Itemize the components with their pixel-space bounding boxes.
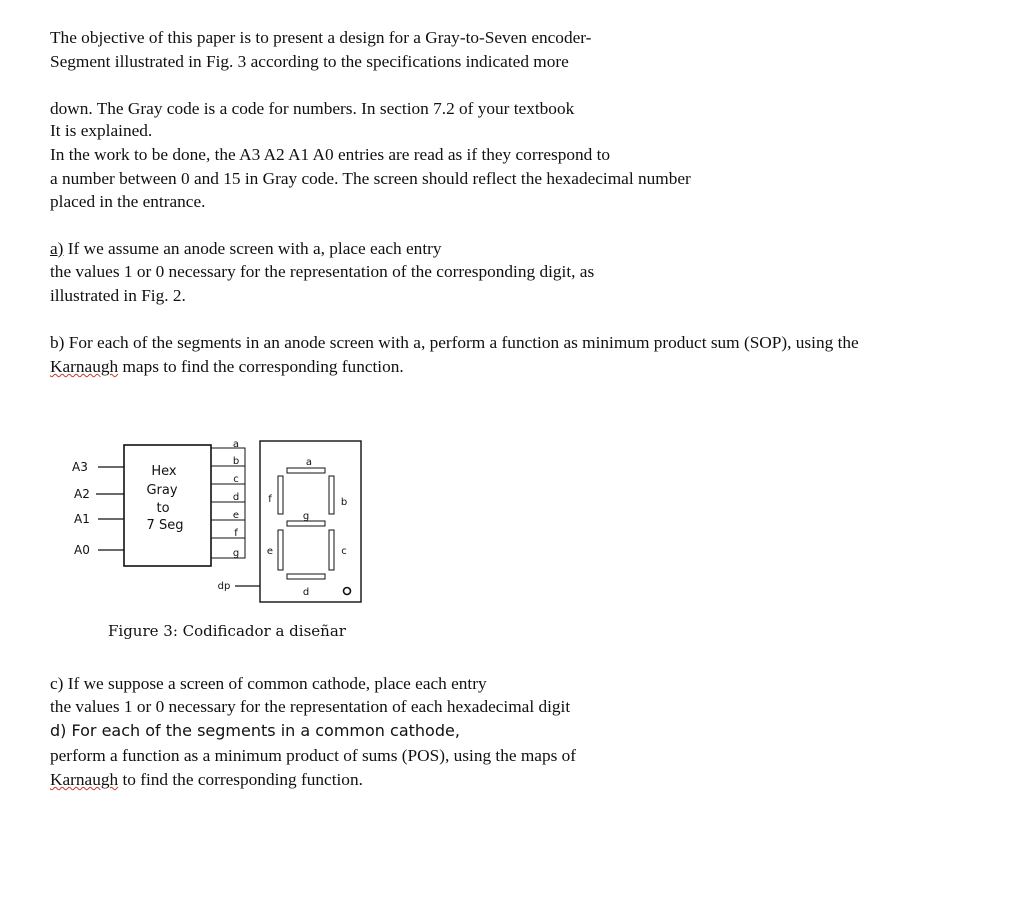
karnaugh-word: Karnaugh [50,357,119,376]
block-text-hex: Hex [151,464,177,479]
input-label-a2: A2 [74,487,90,501]
block-text-to: to [156,501,170,516]
intro-line-1: The objective of this paper is to present a design for a Gray-to-Seven encoder- [50,28,592,47]
output-label-b: b [232,456,240,467]
figure-caption: Figure 3: Codificador a diseñar [108,622,346,640]
part-d-line-3 [50,768,363,792]
segment-b [329,476,334,514]
output-label-dp: dp [217,581,231,592]
display-label-e: e [266,546,274,557]
segment-a [287,468,325,473]
input-label-a3: A3 [72,460,88,474]
display-label-b: b [340,497,348,508]
intro-line-7: placed in the entrance. [50,192,206,211]
part-a-line-3: illustrated in Fig. 2. [50,286,186,305]
segment-c [329,530,334,570]
figure-3-diagram [60,430,370,610]
part-a-text: If we assume an anode screen with a, place each entry [63,239,442,258]
output-label-g: g [232,548,240,559]
output-label-a: a [232,439,240,450]
display-label-a: a [305,457,313,468]
part-d-line-2: perform a function as a minimum product of sums (POS), using the maps of [50,746,577,765]
part-c-line-1: c) If we suppose a screen of common cathode, place each entry [50,674,487,693]
display-label-g: g [302,511,310,522]
block-text-gray: Gray [146,483,178,498]
segment-d [287,574,325,579]
part-a-line-2: the values 1 or 0 necessary for the representation of the corresponding digit, as [50,262,595,281]
decimal-point [344,588,351,595]
part-a-line-1 [50,237,442,261]
segment-f [278,476,283,514]
display-label-d: d [302,587,310,598]
part-b-line-1: b) For each of the segments in an anode screen with a, perform a function as minimum product sum (SOP), using the [50,333,859,352]
part-c-line-2: the values 1 or 0 necessary for the representation of each hexadecimal digit [50,697,571,716]
display-label-f: f [268,494,272,505]
part-b-line-2 [50,355,404,379]
display-label-c: c [341,546,347,557]
intro-line-3: down. The Gray code is a code for numbers. In section 7.2 of your textbook [50,99,575,118]
output-label-e: e [232,510,240,521]
output-bus [211,448,245,558]
karnaugh-word-2: Karnaugh [50,770,119,789]
input-label-a1: A1 [74,512,90,526]
output-label-d: d [232,492,240,503]
output-label-f: f [234,528,238,539]
part-d-line-3-rest: to find the corresponding function. [118,770,363,789]
segment-e [278,530,283,570]
intro-line-2: Segment illustrated in Fig. 3 according to the specifications indicated more [50,52,569,71]
part-b-line-2-rest: maps to find the corresponding function. [118,357,404,376]
part-d-line-1: d) For each of the segments in a common cathode, [50,721,460,740]
block-text-7seg: 7 Seg [146,518,184,533]
part-a-label: a) [50,239,64,258]
intro-line-4: It is explained. [50,121,153,140]
output-label-c: c [233,474,239,485]
input-label-a0: A0 [74,543,90,557]
intro-line-6: a number between 0 and 15 in Gray code. The screen should reflect the hexadecimal number [50,169,691,188]
intro-line-5: In the work to be done, the A3 A2 A1 A0 entries are read as if they correspond to [50,145,611,164]
